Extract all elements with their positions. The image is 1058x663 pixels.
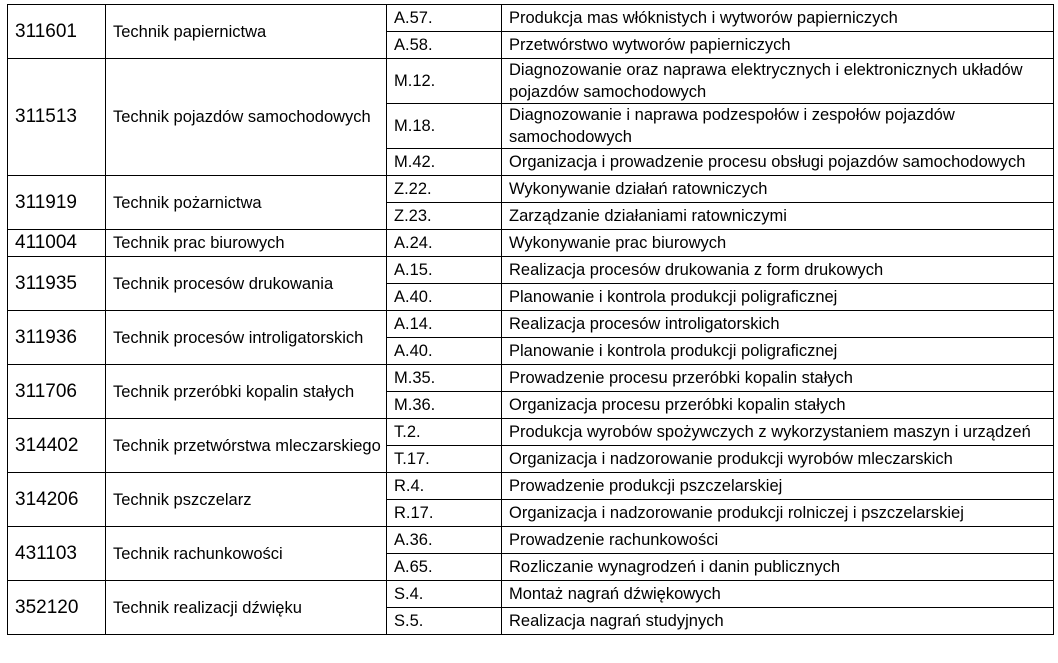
- qualifications-table: [7, 4, 1054, 635]
- qualification-code-cell: M.12.: [387, 59, 502, 104]
- qualification-code-cell: A.36.: [387, 527, 502, 554]
- qualification-name-cell: Planowanie i kontrola produkcji poligraficznej: [502, 284, 1054, 311]
- profession-code-cell: 311513: [8, 59, 106, 176]
- profession-name-cell: Technik procesów introligatorskich: [106, 311, 387, 365]
- qualification-name-cell: Realizacja procesów introligatorskich: [502, 311, 1054, 338]
- table-row: [8, 257, 1054, 284]
- qualification-code-cell: A.57.: [387, 5, 502, 32]
- qualification-code-cell: M.36.: [387, 392, 502, 419]
- qualification-code-cell: A.40.: [387, 284, 502, 311]
- table-row: [8, 419, 1054, 446]
- profession-code-cell: 311601: [8, 5, 106, 59]
- profession-name-cell: Technik przetwórstwa mleczarskiego: [106, 419, 387, 473]
- qualification-code-cell: M.35.: [387, 365, 502, 392]
- qualification-code-cell: Z.23.: [387, 203, 502, 230]
- qualification-name-cell: Prowadzenie rachunkowości: [502, 527, 1054, 554]
- profession-code-cell: 311919: [8, 176, 106, 230]
- qualification-name-cell: Prowadzenie procesu przeróbki kopalin stałych: [502, 365, 1054, 392]
- table-row: [8, 59, 1054, 104]
- qualification-name-cell: Produkcja wyrobów spożywczych z wykorzystaniem maszyn i urządzeń: [502, 419, 1054, 446]
- profession-code-cell: 311706: [8, 365, 106, 419]
- table-row: [8, 365, 1054, 392]
- qualification-name-cell: Realizacja nagrań studyjnych: [502, 608, 1054, 635]
- qualification-code-cell: Z.22.: [387, 176, 502, 203]
- profession-name-cell: Technik realizacji dźwięku: [106, 581, 387, 635]
- qualification-name-cell: Diagnozowanie oraz naprawa elektrycznych i elektronicznych układów pojazdów samochodowych: [502, 59, 1054, 104]
- qualification-name-cell: Rozliczanie wynagrodzeń i danin publicznych: [502, 554, 1054, 581]
- profession-name-cell: Technik prac biurowych: [106, 230, 387, 257]
- qualification-name-cell: Produkcja mas włóknistych i wytworów papierniczych: [502, 5, 1054, 32]
- table-row: [8, 311, 1054, 338]
- qualification-code-cell: A.65.: [387, 554, 502, 581]
- qualification-name-cell: Przetwórstwo wytworów papierniczych: [502, 32, 1054, 59]
- profession-name-cell: Technik przeróbki kopalin stałych: [106, 365, 387, 419]
- table-row: [8, 473, 1054, 500]
- qualification-code-cell: R.17.: [387, 500, 502, 527]
- profession-name-cell: Technik procesów drukowania: [106, 257, 387, 311]
- profession-code-cell: 352120: [8, 581, 106, 635]
- qualifications-table-body: [8, 5, 1054, 635]
- table-row: [8, 5, 1054, 32]
- table-row: [8, 581, 1054, 608]
- profession-code-cell: 314402: [8, 419, 106, 473]
- qualification-code-cell: S.4.: [387, 581, 502, 608]
- qualification-name-cell: Organizacja procesu przeróbki kopalin stałych: [502, 392, 1054, 419]
- profession-name-cell: Technik pojazdów samochodowych: [106, 59, 387, 176]
- profession-name-cell: Technik pszczelarz: [106, 473, 387, 527]
- profession-name-cell: Technik rachunkowości: [106, 527, 387, 581]
- profession-code-cell: 431103: [8, 527, 106, 581]
- qualification-code-cell: T.2.: [387, 419, 502, 446]
- qualification-name-cell: Prowadzenie produkcji pszczelarskiej: [502, 473, 1054, 500]
- table-row: [8, 230, 1054, 257]
- qualification-code-cell: M.18.: [387, 104, 502, 149]
- qualification-name-cell: Organizacja i prowadzenie procesu obsługi pojazdów samochodowych: [502, 149, 1054, 176]
- qualification-code-cell: R.4.: [387, 473, 502, 500]
- qualification-name-cell: Organizacja i nadzorowanie produkcji rolniczej i pszczelarskiej: [502, 500, 1054, 527]
- profession-name-cell: Technik papiernictwa: [106, 5, 387, 59]
- qualification-name-cell: Realizacja procesów drukowania z form drukowych: [502, 257, 1054, 284]
- qualification-code-cell: S.5.: [387, 608, 502, 635]
- profession-code-cell: 314206: [8, 473, 106, 527]
- profession-code-cell: 411004: [8, 230, 106, 257]
- qualification-name-cell: Wykonywanie prac biurowych: [502, 230, 1054, 257]
- qualification-code-cell: A.15.: [387, 257, 502, 284]
- profession-code-cell: 311935: [8, 257, 106, 311]
- qualification-name-cell: Diagnozowanie i naprawa podzespołów i zespołów pojazdów samochodowych: [502, 104, 1054, 149]
- qualification-name-cell: Organizacja i nadzorowanie produkcji wyrobów mleczarskich: [502, 446, 1054, 473]
- qualification-name-cell: Zarządzanie działaniami ratowniczymi: [502, 203, 1054, 230]
- qualification-code-cell: T.17.: [387, 446, 502, 473]
- table-row: [8, 176, 1054, 203]
- qualification-name-cell: Montaż nagrań dźwiękowych: [502, 581, 1054, 608]
- qualification-code-cell: A.24.: [387, 230, 502, 257]
- qualification-code-cell: A.40.: [387, 338, 502, 365]
- qualification-name-cell: Planowanie i kontrola produkcji poligraficznej: [502, 338, 1054, 365]
- profession-code-cell: 311936: [8, 311, 106, 365]
- table-row: [8, 527, 1054, 554]
- qualification-code-cell: A.14.: [387, 311, 502, 338]
- qualification-name-cell: Wykonywanie działań ratowniczych: [502, 176, 1054, 203]
- qualification-code-cell: A.58.: [387, 32, 502, 59]
- profession-name-cell: Technik pożarnictwa: [106, 176, 387, 230]
- qualification-code-cell: M.42.: [387, 149, 502, 176]
